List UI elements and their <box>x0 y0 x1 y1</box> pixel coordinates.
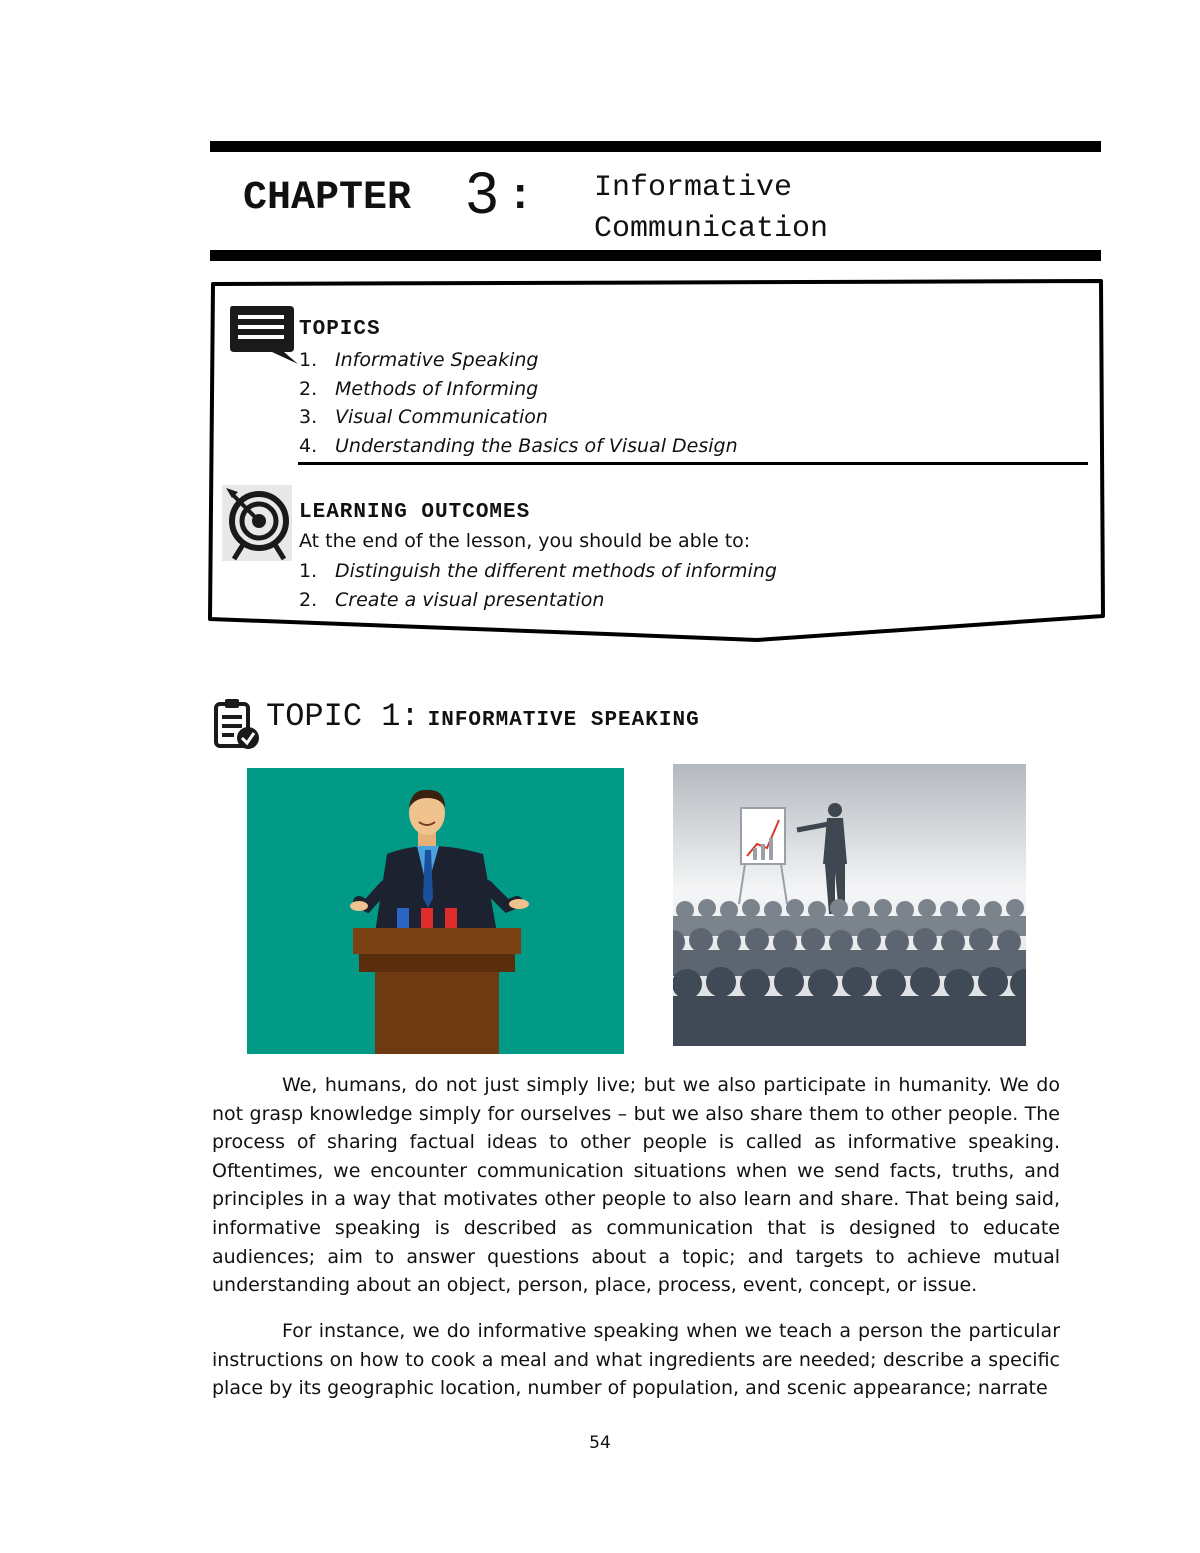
chapter-title-line1: Informative <box>594 171 793 205</box>
list-item: 2. Methods of Informing <box>299 377 539 400</box>
body-paragraph-1: We, humans, do not just simply live; but we also participate in humanity. We do not grasp knowledge simply for ourselves – but we also share them to other people. The process of sharing factual ideas to other people is called as informative speaking. Oftentimes, we encounter communication situations when we send facts, truths, and principles in a way that motivates other people to also learn and share. That being said, informative speaking is described as communication that is designed to educate audiences; aim to answer questions about a topic; and targets to achieve mutual understanding about an object, person, place, process, event, concept, or issue. <box>212 1074 1060 1297</box>
list-item: 4. Understanding the Basics of Visual Design <box>299 434 738 457</box>
speaker-podium-illustration <box>247 768 624 1054</box>
section-divider <box>298 462 1088 465</box>
clipboard-check-icon <box>214 698 260 750</box>
topic1-label: TOPIC 1: <box>266 698 420 735</box>
list-item: 2. Create a visual presentation <box>299 588 605 611</box>
outcomes-heading: LEARNING OUTCOMES <box>299 501 531 524</box>
topic1-heading <box>266 698 700 735</box>
chapter-title-line2: Communication <box>594 212 829 246</box>
chapter-number: 3 <box>466 161 499 226</box>
outcomes-intro: At the end of the lesson, you should be able to: <box>299 530 751 552</box>
target-arrow-icon <box>222 485 292 561</box>
body-paragraph-2: For instance, we do informative speaking when we teach a person the particular instructions on how to cook a meal and what ingredients are needed; describe a specific place by its geographic location, number of population, and scenic appearance; narrate <box>212 1320 1060 1400</box>
chapter-colon: : <box>507 172 534 222</box>
list-item: 1. Distinguish the different methods of informing <box>299 560 777 582</box>
topics-heading: TOPICS <box>299 318 381 341</box>
list-item: 3. Visual Communication <box>299 406 548 428</box>
speech-bubble-list-icon <box>228 304 300 366</box>
page-number: 54 <box>589 1433 611 1453</box>
outcomes-list <box>299 557 777 614</box>
list-item: 1. Informative Speaking <box>299 349 539 371</box>
presenter-audience-illustration <box>673 764 1026 1046</box>
chapter-word: CHAPTER <box>243 176 412 221</box>
topics-list <box>299 346 738 460</box>
topic1-title: INFORMATIVE SPEAKING <box>427 709 700 732</box>
